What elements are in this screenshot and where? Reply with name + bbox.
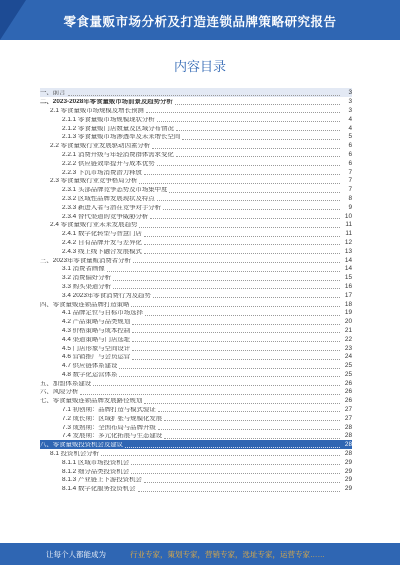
toc-leader-dots: [158, 411, 340, 412]
toc-leader-dots: [113, 288, 340, 289]
toc-leader-dots: [146, 112, 340, 113]
toc-entry-text: 三、2023年零食量贩消费者分析: [40, 257, 131, 264]
toc-entry-text: 3.4 2023年零食消费行为及趋势: [62, 292, 151, 299]
toc-page-number: 4: [348, 124, 352, 132]
toc-entry[interactable]: [40, 158, 352, 167]
toc-entry[interactable]: [40, 422, 352, 431]
toc-entry[interactable]: [40, 273, 352, 282]
toc-entry-text: 2.3.2 区域性品牌发展现状及特点: [62, 195, 155, 202]
toc-page-number: 27: [344, 414, 352, 422]
toc-entry-text: 七、零食量贩连锁品牌发展路径规划: [40, 398, 143, 405]
toc-heading: 内容目录: [173, 59, 226, 74]
toc-page-number: 29: [344, 485, 352, 493]
toc-entry[interactable]: [40, 150, 352, 159]
toc-entry-text: 3.3 购买渠道分析: [62, 283, 112, 290]
toc-entry-text: 4.8 数字化运营体系: [62, 371, 118, 378]
toc-leader-dots: [132, 359, 340, 360]
toc-leader-dots: [132, 332, 340, 333]
toc-entry-text: 2.1.1 零食量贩市场规模现状分析: [62, 116, 155, 123]
toc-entry-text: 2.4.3 线上线下融合发展模式: [62, 248, 142, 255]
toc-page-number: 7: [348, 186, 352, 194]
toc-entry[interactable]: [40, 114, 352, 123]
toc-page-number: 9: [348, 203, 352, 211]
toc-entry-text: 2.3.3 新进入者与潜在竞争对手分析: [62, 204, 162, 211]
toc-page-number: 14: [344, 256, 352, 264]
toc-entry-text: 2.2.1 消费升级与年轻消费群体需求变化: [62, 151, 174, 158]
toc-entry[interactable]: [40, 396, 352, 405]
toc-page-number: 17: [344, 291, 352, 299]
report-title: 零食量贩市场分析及打造连锁品牌策略研究报告: [63, 15, 337, 29]
toc-entry[interactable]: [40, 220, 352, 229]
toc-leader-dots: [93, 385, 340, 386]
toc-page-number: 3: [348, 106, 352, 114]
toc-page-number: 4: [348, 115, 352, 123]
toc-entry[interactable]: [40, 457, 352, 466]
toc-entry-text: 8.1.3 产业链上下游投资机会: [62, 477, 142, 484]
toc-entry-text: 2.2.2 供应链效率提升与成本优势: [62, 160, 155, 167]
toc-leader-dots: [152, 148, 340, 149]
toc-entry-text: 2.4.1 数字化转型与智慧门店: [62, 231, 142, 238]
toc-entry-text: 五、加盟体系建设: [40, 380, 92, 387]
toc-entry[interactable]: [40, 290, 352, 299]
toc-leader-dots: [125, 447, 340, 448]
toc-leader-dots: [132, 341, 340, 342]
toc-entry[interactable]: [40, 484, 352, 493]
toc-leader-dots: [113, 280, 340, 281]
toc-entry-text: 4.2 产品策略与品类规划: [62, 319, 131, 326]
toc-entry-text: 8.1.2 细分品类投资机会: [62, 468, 130, 475]
toc-entry[interactable]: [40, 176, 352, 185]
toc-page-number: 24: [344, 353, 352, 361]
toc-page-number: 11: [345, 230, 352, 238]
toc-page-number: 3: [348, 98, 352, 106]
toc-leader-dots: [182, 139, 340, 140]
toc-entry[interactable]: [40, 211, 352, 220]
toc-entry[interactable]: [40, 413, 352, 422]
toc-page-number: 29: [344, 467, 352, 475]
toc-leader-dots: [131, 464, 340, 465]
page-header: [0, 0, 400, 40]
toc-page-number: 5: [348, 133, 352, 141]
toc-leader-dots: [80, 394, 340, 395]
toc-entry[interactable]: [40, 97, 352, 106]
toc-entry[interactable]: [40, 185, 352, 194]
toc-entry[interactable]: [40, 106, 352, 115]
toc-leader-dots: [157, 121, 340, 122]
toc-entry-text: 六、风险分析: [40, 389, 79, 396]
toc-leader-dots: [144, 236, 340, 237]
toc-leader-dots: [132, 350, 340, 351]
toc-entry[interactable]: [40, 132, 352, 141]
toc-entry-text: 2.3 零食量贩行业竞争格局分析: [50, 178, 138, 185]
toc-entry-text: 8.1.4 数字化服务投资机会: [62, 486, 136, 493]
toc-entry[interactable]: [40, 466, 352, 475]
toc-page-number: 19: [344, 309, 352, 317]
toc-entry-text: 2.1.2 零食量贩门店数量及区域分布情况: [62, 125, 174, 132]
toc-page-number: 29: [344, 458, 352, 466]
toc-entry[interactable]: [40, 282, 352, 291]
toc-entry-text: 7.2 成长期：区域扩张与规模化发展: [62, 415, 163, 422]
toc-leader-dots: [144, 482, 340, 483]
toc-entry-text: 4.3 价格策略与成本控制: [62, 327, 131, 334]
toc-leader-dots: [101, 455, 340, 456]
toc-page-number: 10: [344, 212, 352, 220]
toc-page-number: 11: [345, 221, 352, 229]
toc-entry-text: 4.7 供应链体系建设: [62, 363, 118, 370]
toc-leader-dots: [157, 165, 340, 166]
toc-entry[interactable]: [40, 88, 352, 97]
toc-entry[interactable]: [40, 299, 352, 308]
toc-page-number: 3: [348, 89, 352, 97]
toc-entry-text: 3.2 消费偏好分析: [62, 275, 112, 282]
toc-leader-dots: [139, 227, 340, 228]
toc-leader-dots: [164, 438, 340, 439]
toc-entry-text: 2.3.4 替代渠道的竞争威胁分析: [62, 213, 149, 220]
toc-page-number: 6: [348, 142, 352, 150]
toc-entry[interactable]: [40, 440, 352, 449]
table-of-contents: [40, 88, 352, 493]
toc-entry-text: 一、前言: [40, 90, 66, 97]
toc-leader-dots: [132, 324, 340, 325]
toc-leader-dots: [138, 491, 340, 492]
toc-page-number: 26: [344, 388, 352, 396]
toc-leader-dots: [164, 420, 340, 421]
toc-entry-text: 4.6 营销推广与会员运营: [62, 354, 131, 361]
toc-entry-text: 7.4 发展期：多元化拓展与生态建设: [62, 433, 163, 440]
toc-entry[interactable]: [40, 378, 352, 387]
toc-entry-text: 4.1 品牌定位与目标市场选择: [62, 310, 143, 317]
footer-slogan-right: 行业专家，策划专家，营销专家，选址专家，运营专家……: [130, 550, 325, 559]
toc-leader-dots: [175, 104, 340, 105]
toc-entry-text: 3.1 消费者画像: [62, 266, 105, 273]
toc-entry[interactable]: [40, 308, 352, 317]
toc-page-number: 15: [344, 274, 352, 282]
toc-leader-dots: [153, 297, 340, 298]
toc-page-number: 12: [344, 238, 352, 246]
toc-entry[interactable]: [40, 194, 352, 203]
toc-entry[interactable]: [40, 475, 352, 484]
toc-page-number: 8: [348, 194, 352, 202]
toc-entry-text: 4.4 渠道策略与门店选址: [62, 336, 131, 343]
toc-entry[interactable]: [40, 387, 352, 396]
toc-entry[interactable]: [40, 255, 352, 264]
toc-page-number: 25: [344, 370, 352, 378]
toc-page-number: 6: [348, 159, 352, 167]
toc-entry[interactable]: [40, 141, 352, 150]
toc-entry[interactable]: [40, 123, 352, 132]
toc-leader-dots: [145, 315, 340, 316]
toc-entry[interactable]: [40, 238, 352, 247]
toc-entry[interactable]: [40, 370, 352, 379]
toc-leader-dots: [144, 403, 340, 404]
toc-entry-text: 二、2023-2028年零食量贩市场前景及趋势分析: [40, 99, 173, 106]
toc-entry[interactable]: [40, 343, 352, 352]
toc-page-number: 28: [344, 441, 352, 449]
toc-leader-dots: [176, 156, 340, 157]
toc-entry[interactable]: [40, 352, 352, 361]
toc-leader-dots: [158, 429, 340, 430]
toc-leader-dots: [131, 306, 340, 307]
toc-entry[interactable]: [40, 246, 352, 255]
toc-entry[interactable]: [40, 317, 352, 326]
toc-leader-dots: [150, 218, 340, 219]
toc-leader-dots: [131, 473, 340, 474]
toc-page-number: 28: [344, 423, 352, 431]
toc-leader-dots: [157, 200, 340, 201]
toc-leader-dots: [133, 262, 340, 263]
toc-page-number: 26: [344, 397, 352, 405]
toc-entry-text: 8.1 投资机会分析: [50, 451, 100, 458]
page-footer: [0, 543, 400, 565]
toc-entry[interactable]: [40, 229, 352, 238]
toc-page-number: 22: [344, 335, 352, 343]
toc-entry[interactable]: [40, 334, 352, 343]
toc-page-number: 23: [344, 344, 352, 352]
toc-entry-text: 2.3.1 头部品牌竞争态势及市场集中度: [62, 187, 168, 194]
toc-page-number: 29: [344, 476, 352, 484]
toc-entry[interactable]: [40, 264, 352, 273]
toc-page-number: 7: [348, 168, 352, 176]
toc-page-number: 16: [344, 282, 352, 290]
toc-entry[interactable]: [40, 326, 352, 335]
toc-page-number: 27: [344, 406, 352, 414]
toc-entry-text: 2.4.2 自有品牌开发与差异化: [62, 239, 142, 246]
toc-entry[interactable]: [40, 202, 352, 211]
toc-entry-text: 2.1.3 零食量贩市场渗透率及未来增长空间: [62, 134, 181, 141]
toc-entry[interactable]: [40, 361, 352, 370]
toc-leader-dots: [176, 130, 340, 131]
toc-entry-text: 7.1 初创期：品牌打造与模式验证: [62, 407, 156, 414]
toc-entry-text: 2.4 零食量贩行业未来发展趋势: [50, 222, 138, 229]
toc-page-number: 20: [344, 318, 352, 326]
toc-page-number: 18: [344, 300, 352, 308]
toc-entry[interactable]: [40, 431, 352, 440]
toc-entry-text: 2.2.3 下沉市场消费潜力释放: [62, 169, 142, 176]
toc-entry[interactable]: [40, 449, 352, 458]
toc-page-number: 6: [348, 150, 352, 158]
toc-leader-dots: [144, 244, 340, 245]
toc-entry-text: 2.1 零食量贩市场规模及增长预测: [50, 107, 144, 114]
toc-leader-dots: [119, 376, 340, 377]
toc-leader-dots: [139, 183, 340, 184]
toc-leader-dots: [107, 271, 340, 272]
toc-leader-dots: [144, 253, 340, 254]
toc-leader-dots: [163, 209, 340, 210]
toc-entry-text: 四、零食量贩连锁品牌打造策略: [40, 301, 130, 308]
toc-entry-text: 7.3 成熟期：全国布局与品牌升级: [62, 424, 156, 431]
toc-page-number: 26: [344, 379, 352, 387]
toc-leader-dots: [144, 174, 340, 175]
toc-leader-dots: [68, 95, 340, 96]
footer-slogan-left: 让每个人都能成为: [46, 550, 106, 559]
toc-page-number: 7: [348, 177, 352, 185]
toc-leader-dots: [119, 368, 340, 369]
toc-entry-text: 4.5 门店形象与空间设计: [62, 345, 131, 352]
toc-entry[interactable]: [40, 167, 352, 176]
toc-leader-dots: [169, 192, 340, 193]
toc-page-number: 21: [344, 326, 352, 334]
toc-page-number: 13: [344, 247, 352, 255]
toc-entry-text: 八、零食量贩投资机会及建议: [40, 442, 124, 449]
toc-page-number: 28: [344, 432, 352, 440]
toc-page-number: 14: [344, 265, 352, 273]
toc-page-number: 28: [344, 450, 352, 458]
toc-page-number: 25: [344, 362, 352, 370]
toc-entry[interactable]: [40, 405, 352, 414]
toc-entry-text: 2.2 零食量贩行业发展驱动因素分析: [50, 143, 151, 150]
toc-entry-text: 8.1.1 区域市场投资机会: [62, 459, 130, 466]
